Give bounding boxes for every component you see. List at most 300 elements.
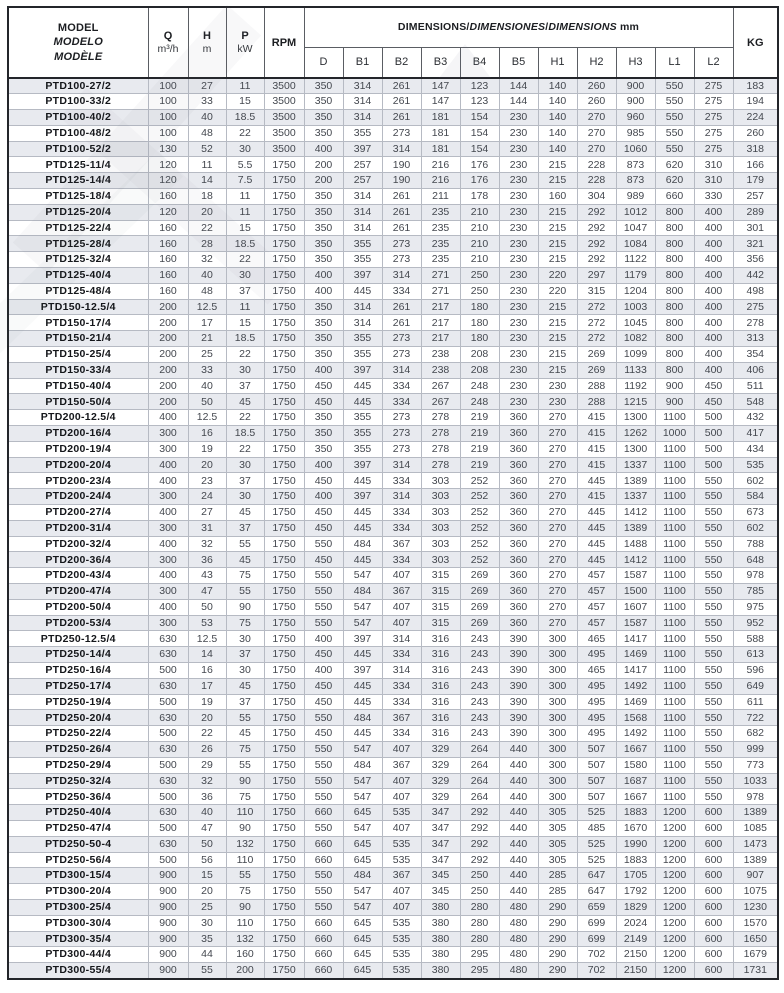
value-cell: 445 [577,473,616,489]
value-cell: 292 [577,204,616,220]
value-cell: 355 [343,331,382,347]
value-cell: 350 [304,78,343,94]
value-cell: 400 [148,457,188,473]
table-row [8,568,778,584]
kg-label: KG [747,36,764,49]
value-cell: 25 [188,347,226,363]
value-cell: 660 [304,805,343,821]
value-cell: 1100 [655,473,694,489]
model-cell: PTD100-27/2 [8,78,148,94]
value-cell: 334 [382,283,421,299]
value-cell: 210 [460,236,499,252]
p-label: P [241,29,249,42]
value-cell: 350 [304,426,343,442]
dims-title-slash: / [545,21,549,34]
value-cell: 11 [226,189,264,205]
value-cell: 873 [616,157,655,173]
dims-title-fr: DIMENSIONS [548,21,617,34]
value-cell: 160 [148,189,188,205]
value-cell: 445 [343,694,382,710]
value-cell: 20 [188,204,226,220]
value-cell: 75 [226,615,264,631]
value-cell: 1667 [616,741,655,757]
value-cell: 1829 [616,899,655,915]
value-cell: 800 [655,268,694,284]
value-cell: 785 [733,584,778,600]
value-cell: 20 [188,884,226,900]
value-cell: 140 [538,110,577,126]
value-cell: 350 [304,252,343,268]
value-cell: 600 [694,868,733,884]
value-cell: 181 [421,141,460,157]
value-cell: 415 [577,426,616,442]
value-cell: 1100 [655,552,694,568]
value-cell: 300 [538,631,577,647]
table-row [8,931,778,947]
value-cell: 179 [733,173,778,189]
value-cell: 252 [460,552,499,568]
model-cell: PTD150-50/4 [8,394,148,410]
value-cell: 407 [382,820,421,836]
p-unit: kW [237,42,253,55]
value-cell: 2150 [616,947,655,963]
value-cell: 1262 [616,426,655,442]
table-row [8,963,778,979]
value-cell: 360 [499,473,538,489]
value-cell: 160 [148,283,188,299]
table-row [8,536,778,552]
value-cell: 292 [577,236,616,252]
value-cell: 21 [188,331,226,347]
value-cell: 873 [616,173,655,189]
value-cell: 22 [188,220,226,236]
value-cell: 550 [694,773,733,789]
value-cell: 400 [304,489,343,505]
value-cell: 230 [499,204,538,220]
table-row [8,204,778,220]
value-cell: 400 [148,410,188,426]
value-cell: 550 [304,615,343,631]
value-cell: 434 [733,441,778,457]
value-cell: 407 [382,741,421,757]
value-cell: 261 [382,78,421,94]
value-cell: 450 [304,378,343,394]
table-row [8,647,778,663]
value-cell: 334 [382,726,421,742]
value-cell: 37 [226,694,264,710]
value-cell: 37 [226,647,264,663]
table-body [8,78,778,979]
value-cell: 1731 [733,963,778,979]
dimensions-group-header [304,7,733,47]
value-cell: 900 [616,78,655,94]
value-cell: 50 [188,599,226,615]
value-cell: 300 [538,694,577,710]
value-cell: 1100 [655,662,694,678]
value-cell: 407 [382,884,421,900]
value-cell: 1389 [616,520,655,536]
value-cell: 975 [733,599,778,615]
value-cell: 15 [226,315,264,331]
value-cell: 32 [188,536,226,552]
value-cell: 43 [188,568,226,584]
table-row [8,252,778,268]
value-cell: 702 [577,963,616,979]
value-cell: 36 [188,552,226,568]
value-cell: 300 [538,662,577,678]
value-cell: 1473 [733,836,778,852]
value-cell: 230 [499,378,538,394]
value-cell: 1670 [616,820,655,836]
value-cell: 1750 [264,694,304,710]
value-cell: 329 [421,741,460,757]
value-cell: 602 [733,520,778,536]
value-cell: 22 [226,410,264,426]
value-cell: 144 [499,78,538,94]
value-cell: 252 [460,520,499,536]
value-cell: 440 [499,884,538,900]
model-cell: PTD250-26/4 [8,741,148,757]
value-cell: 215 [538,331,577,347]
value-cell: 800 [655,331,694,347]
value-cell: 90 [226,599,264,615]
model-cell: PTD250-47/4 [8,820,148,836]
value-cell: 347 [421,836,460,852]
value-cell: 630 [148,773,188,789]
model-cell: PTD125-40/4 [8,268,148,284]
table-row [8,299,778,315]
value-cell: 15 [226,220,264,236]
value-cell: 90 [226,899,264,915]
value-cell: 1012 [616,204,655,220]
table-row [8,426,778,442]
value-cell: 600 [694,884,733,900]
value-cell: 316 [421,631,460,647]
value-cell: 30 [226,268,264,284]
value-cell: 1568 [616,710,655,726]
value-cell: 1750 [264,726,304,742]
catalog-page [7,6,777,980]
value-cell: 432 [733,410,778,426]
value-cell: 243 [460,678,499,694]
value-cell: 1607 [616,599,655,615]
value-cell: 1469 [616,647,655,663]
value-cell: 355 [343,252,382,268]
value-cell: 300 [538,757,577,773]
value-cell: 1200 [655,836,694,852]
value-cell: 1750 [264,410,304,426]
value-cell: 252 [460,505,499,521]
value-cell: 1750 [264,473,304,489]
value-cell: 243 [460,710,499,726]
value-cell: 495 [577,726,616,742]
value-cell: 166 [733,157,778,173]
value-cell: 178 [460,189,499,205]
value-cell: 267 [421,378,460,394]
value-cell: 48 [188,125,226,141]
value-cell: 37 [226,378,264,394]
value-cell: 303 [421,489,460,505]
value-cell: 480 [499,947,538,963]
value-cell: 1750 [264,820,304,836]
value-cell: 350 [304,125,343,141]
value-cell: 280 [460,899,499,915]
model-cell: PTD125-20/4 [8,204,148,220]
h-label: H [203,29,211,42]
value-cell: 2024 [616,915,655,931]
table-row [8,141,778,157]
value-cell: 303 [421,552,460,568]
value-cell: 600 [694,805,733,821]
value-cell: 1750 [264,489,304,505]
value-cell: 611 [733,694,778,710]
value-cell: 535 [382,963,421,979]
value-cell: 1100 [655,441,694,457]
value-cell: 180 [460,299,499,315]
value-cell: 1750 [264,584,304,600]
value-cell: 535 [382,836,421,852]
value-cell: 400 [304,141,343,157]
value-cell: 550 [304,820,343,836]
value-cell: 261 [382,94,421,110]
value-cell: 220 [538,268,577,284]
value-cell: 347 [421,820,460,836]
value-cell: 278 [733,315,778,331]
value-cell: 2149 [616,931,655,947]
value-cell: 190 [382,157,421,173]
value-cell: 900 [616,94,655,110]
value-cell: 1200 [655,899,694,915]
value-cell: 550 [655,94,694,110]
value-cell: 261 [382,204,421,220]
value-cell: 800 [655,315,694,331]
value-cell: 100 [148,125,188,141]
value-cell: 1750 [264,283,304,299]
value-cell: 450 [304,694,343,710]
model-cell: PTD100-33/2 [8,94,148,110]
value-cell: 390 [499,678,538,694]
value-cell: 215 [538,204,577,220]
value-cell: 450 [304,394,343,410]
value-cell: 400 [694,220,733,236]
value-cell: 1750 [264,457,304,473]
value-cell: 269 [460,599,499,615]
value-cell: 415 [577,441,616,457]
value-cell: 390 [499,647,538,663]
value-cell: 397 [343,457,382,473]
value-cell: 1200 [655,852,694,868]
value-cell: 1100 [655,647,694,663]
value-cell: 1492 [616,678,655,694]
dim-subheader-b1: B1 [343,47,382,78]
table-row [8,110,778,126]
value-cell: 1200 [655,820,694,836]
value-cell: 160 [148,220,188,236]
value-cell: 248 [460,378,499,394]
value-cell: 275 [694,141,733,157]
value-cell: 270 [538,505,577,521]
value-cell: 260 [577,94,616,110]
value-cell: 415 [577,489,616,505]
value-cell: 220 [538,283,577,299]
value-cell: 1750 [264,520,304,536]
value-cell: 217 [421,331,460,347]
value-cell: 310 [694,157,733,173]
value-cell: 200 [148,347,188,363]
value-cell: 33 [188,94,226,110]
value-cell: 440 [499,868,538,884]
model-cell: PTD300-44/4 [8,947,148,963]
value-cell: 407 [382,599,421,615]
value-cell: 1750 [264,315,304,331]
value-cell: 350 [304,94,343,110]
value-cell: 407 [382,615,421,631]
value-cell: 180 [460,315,499,331]
value-cell: 1750 [264,426,304,442]
table-row [8,362,778,378]
value-cell: 1100 [655,773,694,789]
value-cell: 40 [188,110,226,126]
value-cell: 645 [343,836,382,852]
value-cell: 200 [148,315,188,331]
value-cell: 584 [733,489,778,505]
model-cell: PTD250-36/4 [8,789,148,805]
value-cell: 37 [226,473,264,489]
value-cell: 484 [343,710,382,726]
value-cell: 500 [148,694,188,710]
value-cell: 18.5 [226,236,264,252]
value-cell: 292 [460,820,499,836]
value-cell: 355 [343,125,382,141]
value-cell: 329 [421,789,460,805]
dim-subheader-d: D [304,47,343,78]
value-cell: 450 [304,552,343,568]
table-row [8,520,778,536]
model-cell: PTD250-12.5/4 [8,631,148,647]
value-cell: 55 [226,584,264,600]
value-cell: 440 [499,773,538,789]
table-row [8,915,778,931]
value-cell: 1082 [616,331,655,347]
value-cell: 1033 [733,773,778,789]
table-row [8,678,778,694]
value-cell: 600 [694,820,733,836]
value-cell: 160 [226,947,264,963]
model-cell: PTD300-25/4 [8,899,148,915]
model-cell: PTD200-19/4 [8,441,148,457]
value-cell: 450 [304,726,343,742]
value-cell: 600 [694,963,733,979]
value-cell: 316 [421,710,460,726]
value-cell: 130 [148,141,188,157]
value-cell: 600 [694,852,733,868]
value-cell: 300 [148,552,188,568]
value-cell: 11 [226,78,264,94]
value-cell: 445 [343,283,382,299]
value-cell: 630 [148,836,188,852]
model-cell: PTD150-17/4 [8,315,148,331]
value-cell: 300 [148,426,188,442]
table-row [8,868,778,884]
value-cell: 14 [188,173,226,189]
value-cell: 22 [226,441,264,457]
value-cell: 200 [304,157,343,173]
table-row [8,220,778,236]
value-cell: 550 [694,505,733,521]
value-cell: 397 [343,489,382,505]
value-cell: 303 [421,520,460,536]
value-cell: 314 [382,268,421,284]
value-cell: 1099 [616,347,655,363]
value-cell: 3500 [264,78,304,94]
value-cell: 45 [226,394,264,410]
value-cell: 550 [694,726,733,742]
value-cell: 1750 [264,868,304,884]
value-cell: 12.5 [188,631,226,647]
value-cell: 360 [499,615,538,631]
value-cell: 360 [499,441,538,457]
value-cell: 550 [694,631,733,647]
model-header-es: MODELO [53,36,103,49]
p-column-header [226,7,264,78]
model-cell: PTD125-18/4 [8,189,148,205]
value-cell: 400 [694,236,733,252]
value-cell: 154 [460,141,499,157]
value-cell: 1750 [264,836,304,852]
value-cell: 334 [382,505,421,521]
value-cell: 1750 [264,189,304,205]
value-cell: 264 [460,741,499,757]
table-row [8,441,778,457]
model-cell: PTD250-19/4 [8,694,148,710]
value-cell: 407 [382,789,421,805]
value-cell: 314 [343,189,382,205]
value-cell: 550 [694,741,733,757]
value-cell: 1412 [616,552,655,568]
value-cell: 1750 [264,505,304,521]
value-cell: 550 [655,110,694,126]
value-cell: 445 [577,520,616,536]
value-cell: 272 [577,299,616,315]
value-cell: 100 [148,78,188,94]
value-cell: 1488 [616,536,655,552]
value-cell: 243 [460,694,499,710]
table-row [8,315,778,331]
value-cell: 334 [382,647,421,663]
value-cell: 380 [421,931,460,947]
value-cell: 1200 [655,805,694,821]
table-row [8,125,778,141]
value-cell: 243 [460,647,499,663]
value-cell: 14 [188,647,226,663]
value-cell: 400 [304,631,343,647]
value-cell: 788 [733,536,778,552]
value-cell: 1417 [616,631,655,647]
table-row [8,78,778,94]
value-cell: 1060 [616,141,655,157]
value-cell: 500 [148,852,188,868]
value-cell: 261 [382,220,421,236]
value-cell: 200 [148,378,188,394]
value-cell: 183 [733,78,778,94]
value-cell: 235 [421,236,460,252]
value-cell: 1750 [264,252,304,268]
value-cell: 367 [382,710,421,726]
value-cell: 200 [148,394,188,410]
value-cell: 445 [343,678,382,694]
value-cell: 100 [148,110,188,126]
value-cell: 547 [343,789,382,805]
